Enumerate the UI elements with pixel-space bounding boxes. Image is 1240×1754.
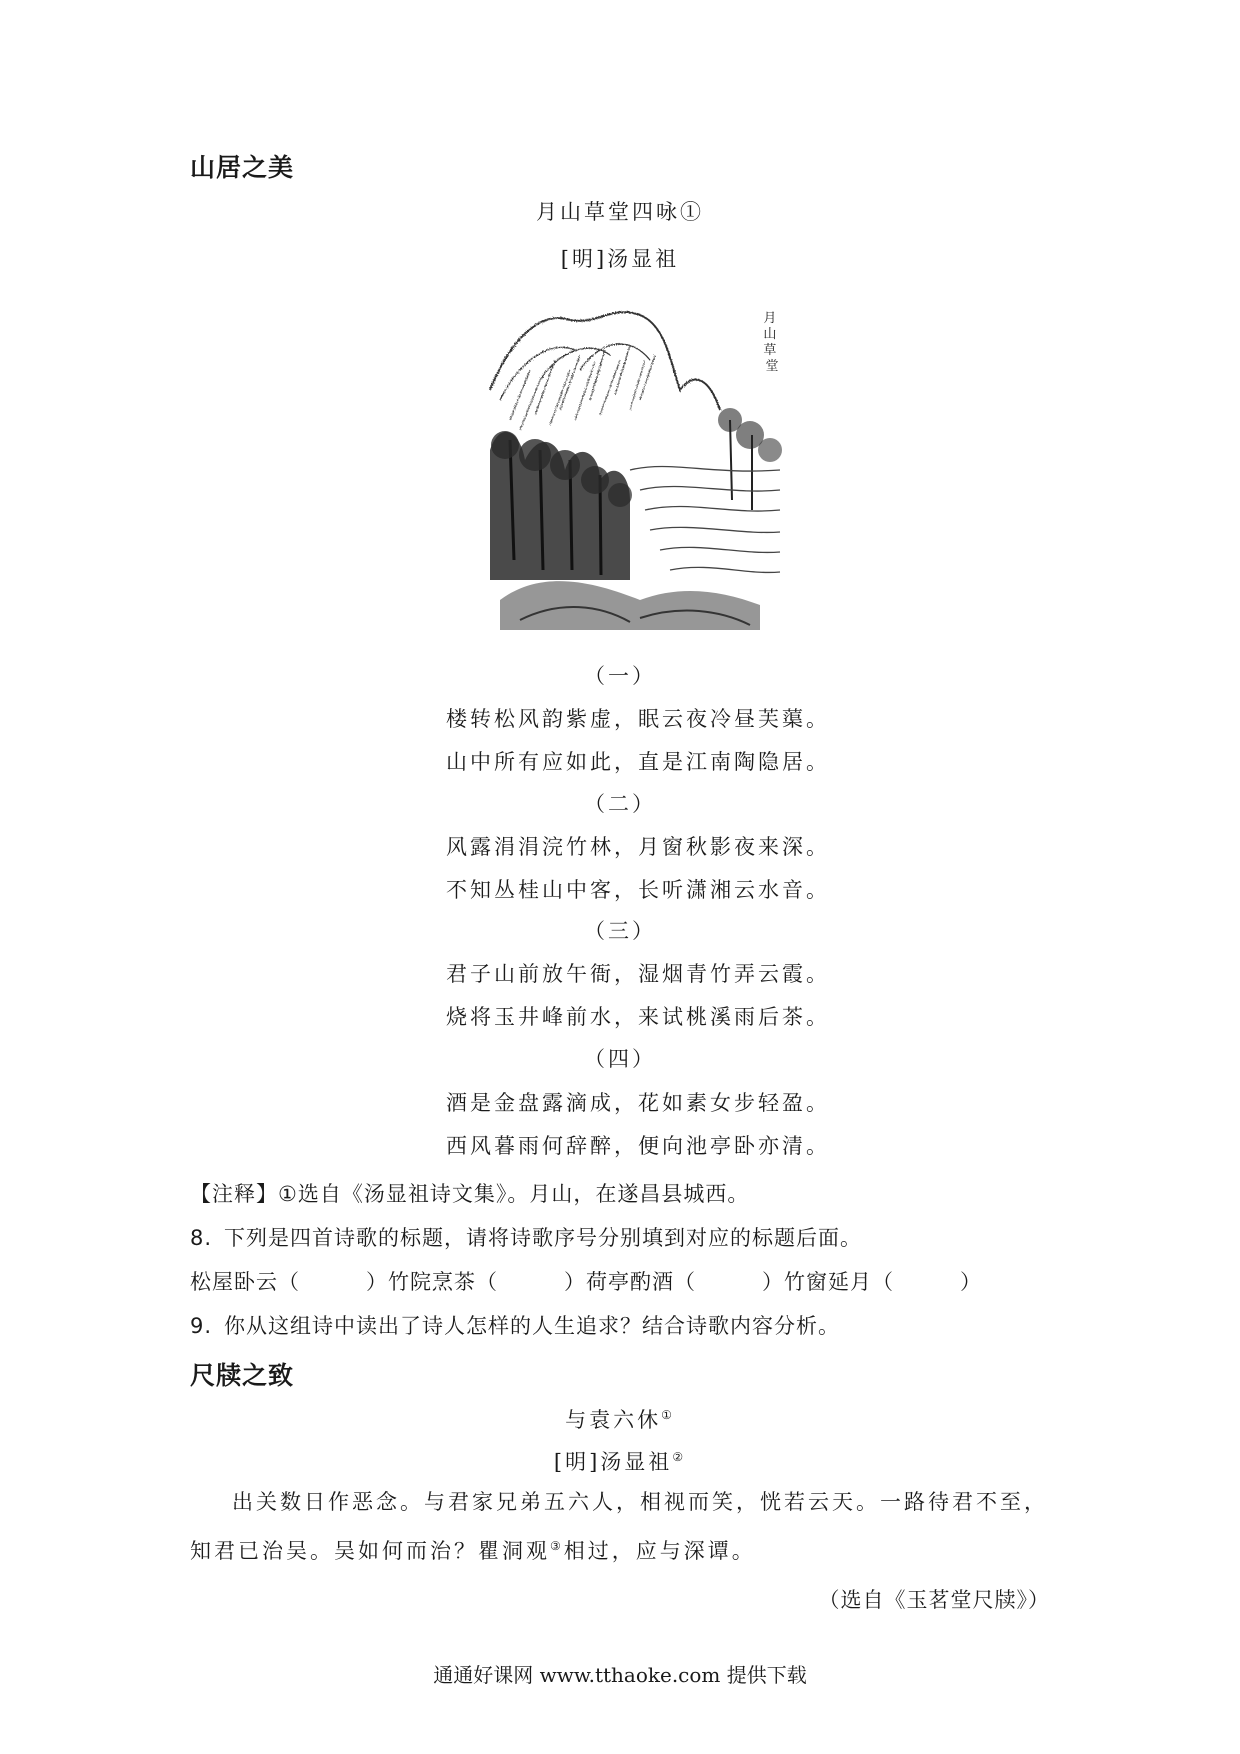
question-9-number: 9.: [190, 1314, 213, 1338]
stanza-3-number: （三）: [584, 919, 656, 943]
blank-label-5: ）: [960, 1270, 982, 1294]
stanza-3-line-1: 君子山前放午衙，湿烟青竹弄云霞。: [446, 962, 830, 986]
blank-label-3: ）荷亭酌酒（: [564, 1270, 696, 1294]
painting-inscription: [763, 311, 780, 374]
letter-body-note-mark: ③: [550, 1539, 564, 1553]
question-8-blanks: [190, 1266, 982, 1296]
stanza-1-number: （一）: [584, 664, 656, 688]
poem-author: [明]汤显祖: [560, 247, 680, 271]
stanza-2-line-1: 风露涓涓浣竹林，月窗秋影夜来深。: [446, 835, 830, 859]
letter-author: [0, 1446, 1240, 1476]
stanza-3-line-2: 烧将玉井峰前水，来试桃溪雨后茶。: [446, 1005, 830, 1029]
section2-heading: 尺牍之致: [190, 1361, 295, 1390]
letter-author-text: [明]汤显祖: [553, 1450, 673, 1474]
landscape-painting: [480, 300, 790, 645]
stanza-1-line-2: 山中所有应如此，直是江南陶隐居。: [446, 750, 830, 774]
section1-heading: 山居之美: [190, 153, 295, 182]
letter-source: （选自《玉茗堂尺牍》）: [818, 1588, 1050, 1612]
stanza-4-line-2: 西风暮雨何辞醉，便向池亭卧亦清。: [446, 1134, 830, 1158]
letter-body-part2: 相过，应与深谭。: [563, 1539, 756, 1563]
poem-title: 月山草堂四咏①: [536, 200, 704, 224]
question-8-text: 下列是四首诗歌的标题，请将诗歌序号分别填到对应的标题后面。: [224, 1226, 862, 1250]
letter-title-text: 与袁六休: [565, 1408, 662, 1432]
stanza-4-number: （四）: [584, 1047, 656, 1071]
blank-label-2: ）竹院烹茶（: [366, 1270, 498, 1294]
question-9-text: 你从这组诗中读出了诗人怎样的人生追求？结合诗歌内容分析。: [224, 1314, 840, 1338]
letter-author-note-mark: ②: [672, 1450, 687, 1464]
letter-body-part1: 出关数日作恶念。与君家兄弟五六人，相视而笑，恍若云天。一路待君不至，知君已治吴。吴如何而治？瞿洞观: [190, 1490, 1048, 1563]
stanza-1-line-1: 楼转松风韵紫虚，眠云夜冷昼芙蕖。: [446, 707, 830, 731]
svg-text:月 山 草: 月 山 草 堂: [763, 311, 779, 374]
annotation-note: 【注释】①选自《汤显祖诗文集》。月山，在遂昌县城西。: [190, 1182, 750, 1206]
question-8: [190, 1222, 862, 1252]
stanza-2-line-2: 不知丛桂山中客，长听潇湘云水音。: [446, 878, 830, 902]
letter-title-note-mark: ①: [661, 1408, 675, 1422]
question-9: [190, 1310, 840, 1340]
blank-label-1: 松屋卧云（: [190, 1270, 300, 1294]
stanza-4-line-1: 酒是金盘露滴成，花如素女步轻盈。: [446, 1091, 830, 1115]
blank-label-4: ）竹窗延月（: [762, 1270, 894, 1294]
letter-title: [0, 1404, 1240, 1434]
stanza-2-number: （二）: [584, 792, 656, 816]
page-footer: 通通好课网 www.tthaoke.com 提供下载: [433, 1663, 807, 1687]
letter-body: [190, 1480, 1050, 1573]
question-8-number: 8.: [190, 1226, 213, 1250]
